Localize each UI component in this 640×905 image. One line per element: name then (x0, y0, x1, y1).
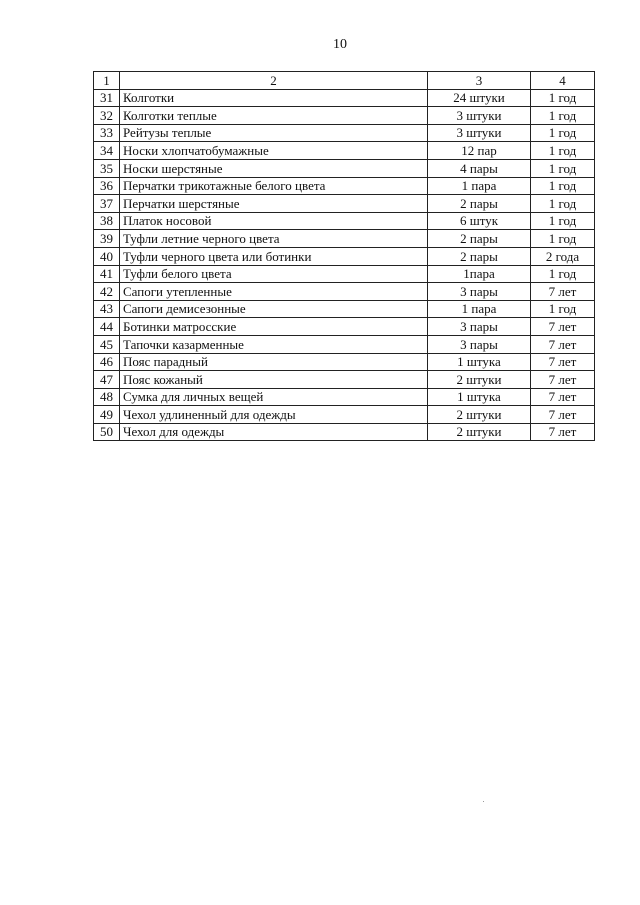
item-quantity: 3 пары (428, 335, 531, 353)
table-row (94, 283, 595, 301)
wear-period: 1 год (531, 212, 595, 230)
item-name: Тапочки казарменные (120, 335, 428, 353)
item-quantity: 12 пар (428, 142, 531, 160)
item-name: Сумка для личных вещей (120, 388, 428, 406)
item-quantity: 6 штук (428, 212, 531, 230)
column-header-4: 4 (531, 72, 595, 90)
row-number: 35 (94, 159, 120, 177)
items-table (93, 71, 595, 441)
row-number: 34 (94, 142, 120, 160)
item-quantity: 1 пара (428, 177, 531, 195)
table-row (94, 423, 595, 441)
item-quantity: 3 пары (428, 283, 531, 301)
item-quantity: 2 пары (428, 247, 531, 265)
table-row (94, 142, 595, 160)
table-row (94, 177, 595, 195)
row-number: 45 (94, 335, 120, 353)
column-header-2: 2 (120, 72, 428, 90)
item-name: Туфли летние черного цвета (120, 230, 428, 248)
row-number: 47 (94, 371, 120, 389)
table-row (94, 195, 595, 213)
wear-period: 7 лет (531, 423, 595, 441)
wear-period: 1 год (531, 177, 595, 195)
item-name: Пояс парадный (120, 353, 428, 371)
table-row (94, 247, 595, 265)
wear-period: 7 лет (531, 353, 595, 371)
item-name: Перчатки шерстяные (120, 195, 428, 213)
item-name: Туфли белого цвета (120, 265, 428, 283)
wear-period: 1 год (531, 89, 595, 107)
row-number: 32 (94, 107, 120, 125)
item-quantity: 3 штуки (428, 107, 531, 125)
table-header (94, 72, 595, 90)
item-quantity: 3 пары (428, 318, 531, 336)
row-number: 38 (94, 212, 120, 230)
item-name: Пояс кожаный (120, 371, 428, 389)
row-number: 37 (94, 195, 120, 213)
item-name: Сапоги демисезонные (120, 300, 428, 318)
item-name: Перчатки трикотажные белого цвета (120, 177, 428, 195)
wear-period: 7 лет (531, 283, 595, 301)
item-quantity: 2 штуки (428, 406, 531, 424)
table-row (94, 371, 595, 389)
item-quantity: 1 штука (428, 388, 531, 406)
item-quantity: 1 пара (428, 300, 531, 318)
item-quantity: 2 штуки (428, 423, 531, 441)
wear-period: 7 лет (531, 388, 595, 406)
item-quantity: 2 пары (428, 195, 531, 213)
table-row (94, 300, 595, 318)
row-number: 40 (94, 247, 120, 265)
wear-period: 1 год (531, 107, 595, 125)
item-name: Сапоги утепленные (120, 283, 428, 301)
row-number: 33 (94, 124, 120, 142)
item-quantity: 4 пары (428, 159, 531, 177)
wear-period: 1 год (531, 124, 595, 142)
header-row (94, 72, 595, 90)
table-row (94, 107, 595, 125)
table-row (94, 353, 595, 371)
table-row (94, 318, 595, 336)
item-name: Туфли черного цвета или ботинки (120, 247, 428, 265)
row-number: 36 (94, 177, 120, 195)
row-number: 42 (94, 283, 120, 301)
scan-speck (483, 801, 484, 802)
row-number: 49 (94, 406, 120, 424)
item-name: Ботинки матросские (120, 318, 428, 336)
item-quantity: 3 штуки (428, 124, 531, 142)
row-number: 48 (94, 388, 120, 406)
wear-period: 1 год (531, 230, 595, 248)
wear-period: 1 год (531, 265, 595, 283)
row-number: 50 (94, 423, 120, 441)
item-name: Носки хлопчатобумажные (120, 142, 428, 160)
item-quantity: 2 штуки (428, 371, 531, 389)
table-body (94, 89, 595, 441)
row-number: 44 (94, 318, 120, 336)
wear-period: 1 год (531, 195, 595, 213)
wear-period: 7 лет (531, 406, 595, 424)
column-header-3: 3 (428, 72, 531, 90)
item-name: Колготки теплые (120, 107, 428, 125)
wear-period: 7 лет (531, 318, 595, 336)
wear-period: 2 года (531, 247, 595, 265)
table-row (94, 335, 595, 353)
table-row (94, 159, 595, 177)
table-row (94, 388, 595, 406)
item-name: Чехол удлиненный для одежды (120, 406, 428, 424)
wear-period: 7 лет (531, 371, 595, 389)
table-row (94, 89, 595, 107)
table-row (94, 406, 595, 424)
row-number: 46 (94, 353, 120, 371)
table-row (94, 124, 595, 142)
table-row (94, 230, 595, 248)
wear-period: 1 год (531, 300, 595, 318)
item-name: Рейтузы теплые (120, 124, 428, 142)
wear-period: 1 год (531, 159, 595, 177)
item-quantity: 2 пары (428, 230, 531, 248)
row-number: 39 (94, 230, 120, 248)
page-number: 10 (333, 37, 347, 52)
wear-period: 7 лет (531, 335, 595, 353)
item-name: Платок носовой (120, 212, 428, 230)
row-number: 31 (94, 89, 120, 107)
row-number: 41 (94, 265, 120, 283)
table-row (94, 265, 595, 283)
table-row (94, 212, 595, 230)
item-name: Носки шерстяные (120, 159, 428, 177)
item-quantity: 1пара (428, 265, 531, 283)
wear-period: 1 год (531, 142, 595, 160)
column-header-1: 1 (94, 72, 120, 90)
item-name: Колготки (120, 89, 428, 107)
item-quantity: 24 штуки (428, 89, 531, 107)
item-quantity: 1 штука (428, 353, 531, 371)
item-name: Чехол для одежды (120, 423, 428, 441)
row-number: 43 (94, 300, 120, 318)
